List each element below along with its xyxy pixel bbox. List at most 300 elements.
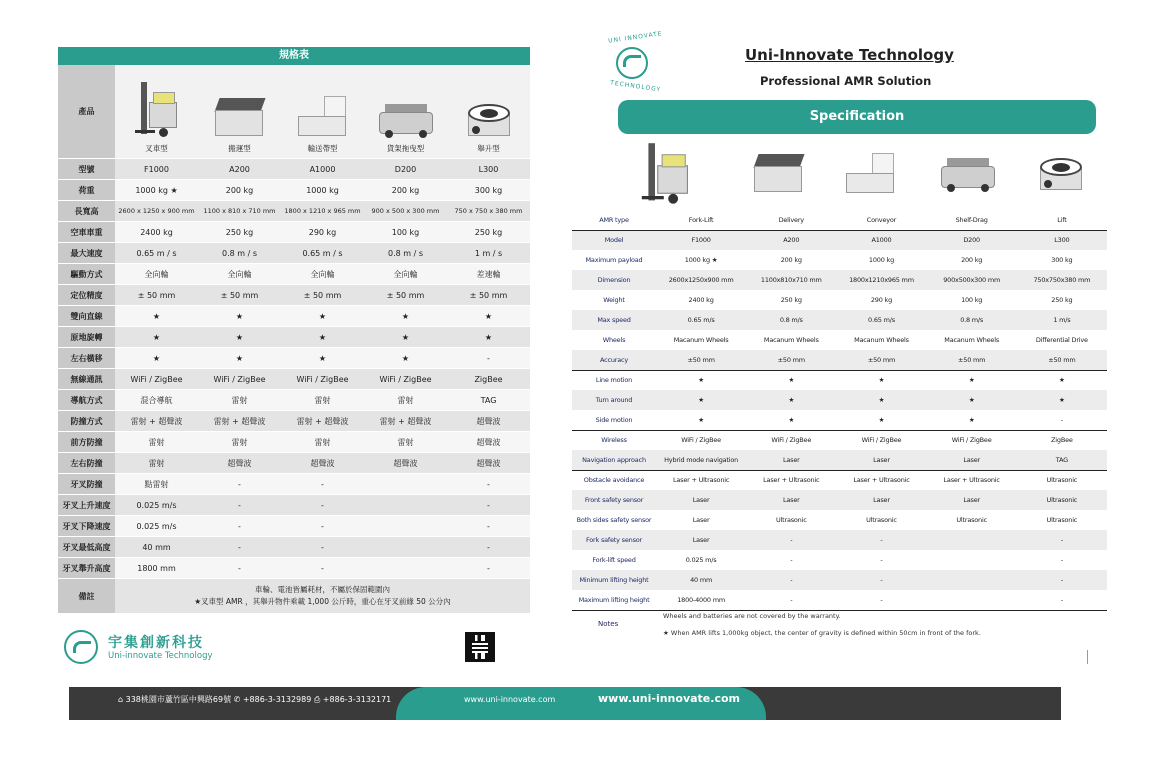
right-cell: 1000 kg <box>868 256 895 264</box>
left-cell: 0.65 m / s <box>115 243 198 264</box>
right-cell: Ultrasonic <box>1046 516 1078 524</box>
left-cell: WiFi / ZigBee <box>281 369 364 390</box>
left-note-label: 備註 <box>58 579 115 614</box>
left-title: 規格表 <box>58 47 530 65</box>
website-link-small[interactable]: www.uni-innovate.com <box>464 695 556 704</box>
right-spec-row <box>572 530 1107 550</box>
right-cell: ★ <box>927 390 1017 410</box>
right-row-label: Side motion <box>595 415 633 424</box>
left-cell: 1 m / s <box>447 243 530 264</box>
left-cell: 混合導航 <box>115 390 198 411</box>
right-cell: Hybrid mode navigation <box>656 450 746 470</box>
right-cell: ★ <box>836 370 926 390</box>
left-row-label: 牙叉上升速度 <box>58 495 115 516</box>
left-cell: WiFi / ZigBee <box>115 369 198 390</box>
right-cell: WiFi / ZigBee <box>746 430 836 450</box>
left-note-line: ★叉車型 AMR ，其舉升物件乘載 1,000 公斤時，重心在牙叉前緣 50 公分內 <box>194 597 451 606</box>
right-cell: Conveyor <box>866 215 897 224</box>
right-cell <box>927 570 1017 590</box>
right-cell: Ultrasonic <box>866 516 897 524</box>
left-product-name: 叉車型 <box>145 144 168 153</box>
left-row-label: 荷重 <box>58 180 115 201</box>
left-cell: 250 kg <box>447 222 530 243</box>
right-cell: ★ <box>968 415 975 424</box>
right-spec-row <box>572 250 1107 270</box>
right-row-label: Obstacle avoidance <box>572 470 656 490</box>
right-spec-row <box>572 370 1107 390</box>
left-cell: D200 <box>364 159 447 180</box>
left-cell: 40 mm <box>115 537 198 558</box>
qr-code-icon <box>465 632 495 662</box>
left-row-label: 牙叉舉升高度 <box>58 558 115 579</box>
right-cell: ±50 mm <box>656 350 746 370</box>
left-cell: 雷射 <box>281 432 364 453</box>
left-cell: - <box>281 537 364 558</box>
right-cell: A200 <box>746 230 836 250</box>
right-cell: 2400 kg <box>688 296 714 304</box>
left-row-label: 最大速度 <box>58 243 115 264</box>
conveyor-robot-image <box>296 94 350 140</box>
right-cell: Laser <box>656 490 746 510</box>
right-spec-row <box>572 550 1107 570</box>
left-spec-row <box>58 159 530 180</box>
right-cell: 100 kg <box>961 296 983 304</box>
logo-emblem <box>64 630 98 664</box>
left-row-label: 牙叉下降速度 <box>58 516 115 537</box>
right-cell: Laser + Ultrasonic <box>927 470 1017 490</box>
left-cell: 900 x 500 x 300 mm <box>364 201 447 222</box>
right-cell <box>927 590 1017 610</box>
left-cell: ± 50 mm <box>281 285 364 306</box>
left-spec-row <box>58 411 530 432</box>
left-cell: 1800 x 1210 x 965 mm <box>281 201 364 222</box>
left-cell: 2600 x 1250 x 900 mm <box>115 201 198 222</box>
right-cell: ±50 mm <box>836 350 926 370</box>
left-row-label: 前方防撞 <box>58 432 115 453</box>
left-cell: - <box>198 558 281 579</box>
left-cell: 全向輪 <box>364 264 447 285</box>
left-cell: ZigBee <box>447 369 530 390</box>
left-product-forklift <box>115 65 198 159</box>
right-cell: ±50 mm <box>927 350 1017 370</box>
right-spec-row <box>572 270 1107 290</box>
right-cell: TAG <box>1017 450 1107 470</box>
divider <box>1087 650 1088 664</box>
right-spec-row <box>572 210 1107 230</box>
left-cell: - <box>447 516 530 537</box>
right-product-images <box>630 140 1110 208</box>
right-cell: 0.8 m/s <box>746 310 836 330</box>
right-cell: 1800-4000 mm <box>656 590 746 610</box>
left-spec-row <box>58 180 530 201</box>
left-product-name: 舉升型 <box>477 144 500 153</box>
left-cell: 雷射 + 超聲波 <box>281 411 364 432</box>
note-text: ★ When AMR lifts 1,000kg object, the center of gravity is defined within 50cm in front of the fork. <box>663 629 981 637</box>
left-cell: 雷射 <box>364 432 447 453</box>
left-cell: - <box>447 558 530 579</box>
left-spec-row <box>58 369 530 390</box>
right-cell: Laser <box>746 490 836 510</box>
left-cell: 0.65 m / s <box>281 243 364 264</box>
right-cell: 200 kg <box>780 256 802 264</box>
left-spec-row <box>58 285 530 306</box>
right-cell: ★ <box>788 415 795 424</box>
right-spec-row <box>572 310 1107 330</box>
lift-robot-image <box>1036 154 1086 194</box>
logo-text-bottom: TECHNOLOGY <box>609 79 662 94</box>
right-cell: Laser <box>927 450 1017 470</box>
right-cell: Differential Drive <box>1035 336 1088 344</box>
left-row-label: 空車車重 <box>58 222 115 243</box>
right-cell: - <box>790 556 793 564</box>
left-product-name: 搬運型 <box>228 144 251 153</box>
left-cell: ± 50 mm <box>198 285 281 306</box>
left-cell: ★ <box>447 327 530 348</box>
left-cell: WiFi / ZigBee <box>198 369 281 390</box>
left-cell: 1000 kg ★ <box>115 180 198 201</box>
right-cell: ★ <box>836 390 926 410</box>
right-cell: - <box>1017 570 1107 590</box>
right-cell: - <box>836 530 926 550</box>
right-cell: D200 <box>927 230 1017 250</box>
right-cell <box>927 550 1017 570</box>
left-cell: 超聲波 <box>447 432 530 453</box>
right-spec-row <box>572 350 1107 370</box>
left-row-label: 左右防撞 <box>58 453 115 474</box>
left-cell: WiFi / ZigBee <box>364 369 447 390</box>
left-spec-row <box>58 432 530 453</box>
right-row-label: Maximum lifting height <box>572 590 656 610</box>
right-cell: ★ <box>656 390 746 410</box>
right-row-label: Front safety sensor <box>572 490 656 510</box>
left-cell: - <box>281 516 364 537</box>
right-spec-row <box>572 290 1107 310</box>
right-cell: 0.8 m/s <box>927 310 1017 330</box>
right-cell: L300 <box>1017 230 1107 250</box>
right-cell: 1800x1210x965 mm <box>836 270 926 290</box>
left-cell: 雷射 <box>115 453 198 474</box>
left-cell: 超聲波 <box>447 411 530 432</box>
right-cell: Ultrasonic <box>775 516 807 524</box>
notes-label: Notes <box>598 620 619 628</box>
right-cell: ★ <box>1017 370 1107 390</box>
left-cell: ★ <box>115 348 198 369</box>
right-cell: ★ <box>656 370 746 390</box>
left-cell: 超聲波 <box>281 453 364 474</box>
right-cell: ★ <box>746 390 836 410</box>
left-row-label: 左右橫移 <box>58 348 115 369</box>
right-row-label: Line motion <box>572 370 656 390</box>
left-spec-row <box>58 348 530 369</box>
right-cell: WiFi / ZigBee <box>927 430 1017 450</box>
right-cell: ★ <box>927 370 1017 390</box>
delivery-robot-image <box>752 152 806 196</box>
left-cell: ± 50 mm <box>447 285 530 306</box>
left-product-name: 貨架拖曳型 <box>386 144 425 153</box>
right-cell: - <box>746 590 836 610</box>
right-cell: Laser <box>692 516 710 524</box>
right-cell: Laser + Ultrasonic <box>656 470 746 490</box>
left-spec-row <box>58 201 530 222</box>
right-cell: ±50 mm <box>1017 350 1107 370</box>
left-cell: ★ <box>115 327 198 348</box>
left-cell: 雷射 + 超聲波 <box>198 411 281 432</box>
left-cell: 超聲波 <box>364 453 447 474</box>
right-cell: ★ <box>698 415 704 424</box>
right-row-label: Weight <box>603 296 625 304</box>
left-cell: 雷射 <box>198 390 281 411</box>
right-cell: ±50 mm <box>746 350 836 370</box>
left-row-label: 牙叉防撞 <box>58 474 115 495</box>
right-cell: 2600x1250x900 mm <box>656 270 746 290</box>
left-cell: 雷射 <box>281 390 364 411</box>
right-cell: Macanum Wheels <box>854 336 909 344</box>
right-cell: - <box>1017 590 1107 610</box>
right-row-label: Both sides safety sensor <box>576 516 652 524</box>
lift-robot-image <box>464 100 514 140</box>
left-cell: F1000 <box>115 159 198 180</box>
right-spec-row <box>572 430 1107 450</box>
right-row-label: Model <box>572 230 656 250</box>
right-spec-row <box>572 470 1107 490</box>
left-cell: ± 50 mm <box>115 285 198 306</box>
right-cell: Lift <box>1057 215 1067 224</box>
footer-company-cn: 宇集創新科技 <box>108 635 204 651</box>
left-cell: 雷射 + 超聲波 <box>364 411 447 432</box>
right-cell: - <box>880 556 883 564</box>
right-row-label: Wireless <box>572 430 656 450</box>
company-tagline: Professional AMR Solution <box>760 74 932 88</box>
right-cell: Ultrasonic <box>1017 490 1107 510</box>
logo-text-top: UNI INNOVATE <box>607 30 663 45</box>
left-spec-row <box>58 390 530 411</box>
conveyor-robot-image <box>844 151 898 197</box>
right-cell: WiFi / ZigBee <box>836 430 926 450</box>
right-cell: - <box>836 570 926 590</box>
left-cell: 100 kg <box>364 222 447 243</box>
left-note-row <box>58 579 530 614</box>
left-cell: - <box>447 348 530 369</box>
left-cell: 超聲波 <box>447 453 530 474</box>
left-cell: ★ <box>115 306 198 327</box>
left-cell: 雷射 <box>115 432 198 453</box>
company-name: Uni-Innovate Technology <box>745 46 954 64</box>
right-cell: Delivery <box>778 215 804 224</box>
left-cell: - <box>198 495 281 516</box>
right-cell: Macanum Wheels <box>673 336 729 344</box>
left-cell: ★ <box>364 348 447 369</box>
left-row-label: 原地旋轉 <box>58 327 115 348</box>
left-cell: A200 <box>198 159 281 180</box>
left-cell: 雷射 + 超聲波 <box>115 411 198 432</box>
right-cell: - <box>1060 415 1063 424</box>
right-cell: ZigBee <box>1017 430 1107 450</box>
right-row-label: Turn around <box>572 390 656 410</box>
right-cell: 300 kg <box>1051 256 1073 264</box>
right-cell: 1 m/s <box>1017 310 1107 330</box>
left-cell: 全向輪 <box>281 264 364 285</box>
right-cell: Macanum Wheels <box>944 336 1000 344</box>
left-cell: L300 <box>447 159 530 180</box>
right-spec-table <box>572 210 1107 611</box>
left-row-label: 長寬高 <box>58 201 115 222</box>
right-cell: Laser + Ultrasonic <box>746 470 836 490</box>
left-cell: - <box>281 474 364 495</box>
forklift-robot-image <box>135 80 179 140</box>
right-cell: 40 mm <box>656 570 746 590</box>
left-row-label: 驅動方式 <box>58 264 115 285</box>
left-row-label: 無線通訊 <box>58 369 115 390</box>
right-cell: F1000 <box>656 230 746 250</box>
right-cell: Laser <box>836 450 926 470</box>
left-cell: ★ <box>447 306 530 327</box>
left-cell: ± 50 mm <box>364 285 447 306</box>
left-cell: 0.025 m/s <box>115 516 198 537</box>
right-cell: 0.65 m/s <box>836 310 926 330</box>
left-spec-sheet <box>58 47 530 614</box>
right-cell: Fork-Lift <box>688 215 714 224</box>
left-cell: ★ <box>364 327 447 348</box>
left-cell: 點雷射 <box>115 474 198 495</box>
left-cell: - <box>447 537 530 558</box>
right-cell: 1100x810x710 mm <box>746 270 836 290</box>
left-cell: 300 kg <box>447 180 530 201</box>
left-spec-row <box>58 558 530 579</box>
right-row-label: Fork-lift speed <box>592 556 636 564</box>
right-cell: 250 kg <box>1051 296 1073 304</box>
right-row-label: AMR type <box>599 215 629 224</box>
left-cell: - <box>447 495 530 516</box>
right-cell: 750x750x380 mm <box>1017 270 1107 290</box>
left-cell: 全向輪 <box>198 264 281 285</box>
note-warranty: Wheels and batteries are not covered by the warranty. <box>663 612 841 620</box>
right-cell: Laser <box>656 530 746 550</box>
left-cell: ★ <box>281 306 364 327</box>
left-cell: ★ <box>198 327 281 348</box>
left-spec-row <box>58 243 530 264</box>
right-logo <box>602 30 663 94</box>
left-row-label: 定位精度 <box>58 285 115 306</box>
left-product-shelf-drag <box>364 65 447 159</box>
left-cell: 2400 kg <box>115 222 198 243</box>
left-spec-row <box>58 516 530 537</box>
right-cell: ★ <box>1017 390 1107 410</box>
left-cell: 200 kg <box>364 180 447 201</box>
left-cell: ★ <box>281 348 364 369</box>
left-cell: ★ <box>198 306 281 327</box>
contact-info: ⌂ 338桃園市蘆竹區中興路69號 ✆ +886-3-3132989 ⎙ +886-3-3132171 <box>118 695 392 704</box>
website-link[interactable]: www.uni-innovate.com <box>598 692 740 705</box>
footer-company-en: Uni-innovate Technology <box>108 651 213 661</box>
left-product-conveyor <box>281 65 364 159</box>
forklift-robot-image <box>642 141 690 207</box>
right-cell: 0.65 m/s <box>656 310 746 330</box>
left-spec-row <box>58 327 530 348</box>
left-cell: - <box>198 516 281 537</box>
right-row-label: Minimum lifting height <box>572 570 656 590</box>
left-cell: 雷射 <box>198 432 281 453</box>
right-cell: Macanum Wheels <box>763 336 819 344</box>
left-cell: - <box>281 558 364 579</box>
right-cell: - <box>746 570 836 590</box>
left-row-label: 雙向直線 <box>58 306 115 327</box>
right-row-label: Dimension <box>572 270 656 290</box>
left-cell: 0.8 m / s <box>364 243 447 264</box>
right-cell: Shelf-Drag <box>955 215 988 224</box>
left-cell: - <box>281 495 364 516</box>
left-cell: 超聲波 <box>198 453 281 474</box>
left-spec-row <box>58 222 530 243</box>
right-cell: Laser <box>927 490 1017 510</box>
left-spec-row <box>58 453 530 474</box>
left-cell: ★ <box>281 327 364 348</box>
left-cell: A1000 <box>281 159 364 180</box>
right-row-label: Accuracy <box>572 350 656 370</box>
left-spec-row <box>58 537 530 558</box>
right-cell: - <box>1060 556 1063 564</box>
left-cell <box>364 474 447 495</box>
left-spec-row <box>58 474 530 495</box>
left-cell: 1000 kg <box>281 180 364 201</box>
right-cell <box>927 530 1017 550</box>
left-row-label: 防撞方式 <box>58 411 115 432</box>
left-cell <box>364 495 447 516</box>
right-cell: ★ <box>878 415 885 424</box>
left-note-text <box>115 579 530 614</box>
right-spec-row <box>572 590 1107 610</box>
right-row-label: Max speed <box>572 310 656 330</box>
left-cell: 200 kg <box>198 180 281 201</box>
left-cell: 1800 mm <box>115 558 198 579</box>
right-cell: Ultrasonic <box>1017 470 1107 490</box>
left-cell: 差速輪 <box>447 264 530 285</box>
right-cell: 1000 kg ★ <box>684 256 718 264</box>
right-cell: ★ <box>746 370 836 390</box>
left-cell: 0.025 m/s <box>115 495 198 516</box>
note-center-of-gravity <box>663 629 981 637</box>
left-cell <box>364 558 447 579</box>
left-cell <box>364 537 447 558</box>
left-spec-row <box>58 306 530 327</box>
left-row-label: 型號 <box>58 159 115 180</box>
right-cell: - <box>836 590 926 610</box>
right-cell: 250 kg <box>780 296 802 304</box>
left-cell: - <box>198 537 281 558</box>
left-cell: TAG <box>447 390 530 411</box>
specification-title: Specification <box>618 100 1096 134</box>
right-cell: A1000 <box>836 230 926 250</box>
right-cell: Laser + Ultrasonic <box>836 470 926 490</box>
left-row-label: 牙叉最低高度 <box>58 537 115 558</box>
right-cell: 900x500x300 mm <box>927 270 1017 290</box>
right-spec-row <box>572 330 1107 350</box>
left-footer-logo <box>64 630 224 664</box>
left-product-lift <box>447 65 530 159</box>
left-spec-row <box>58 495 530 516</box>
left-cell: - <box>198 474 281 495</box>
left-cell: 全向輪 <box>115 264 198 285</box>
right-cell: Laser <box>746 450 836 470</box>
right-cell: - <box>746 530 836 550</box>
delivery-robot-image <box>213 96 267 140</box>
left-product-label: 產品 <box>58 65 115 159</box>
right-spec-row <box>572 510 1107 530</box>
left-product-row <box>58 65 530 159</box>
left-cell: ★ <box>364 306 447 327</box>
left-cell: 290 kg <box>281 222 364 243</box>
right-cell: 0.025 m/s <box>685 556 717 564</box>
right-cell: - <box>1017 530 1107 550</box>
